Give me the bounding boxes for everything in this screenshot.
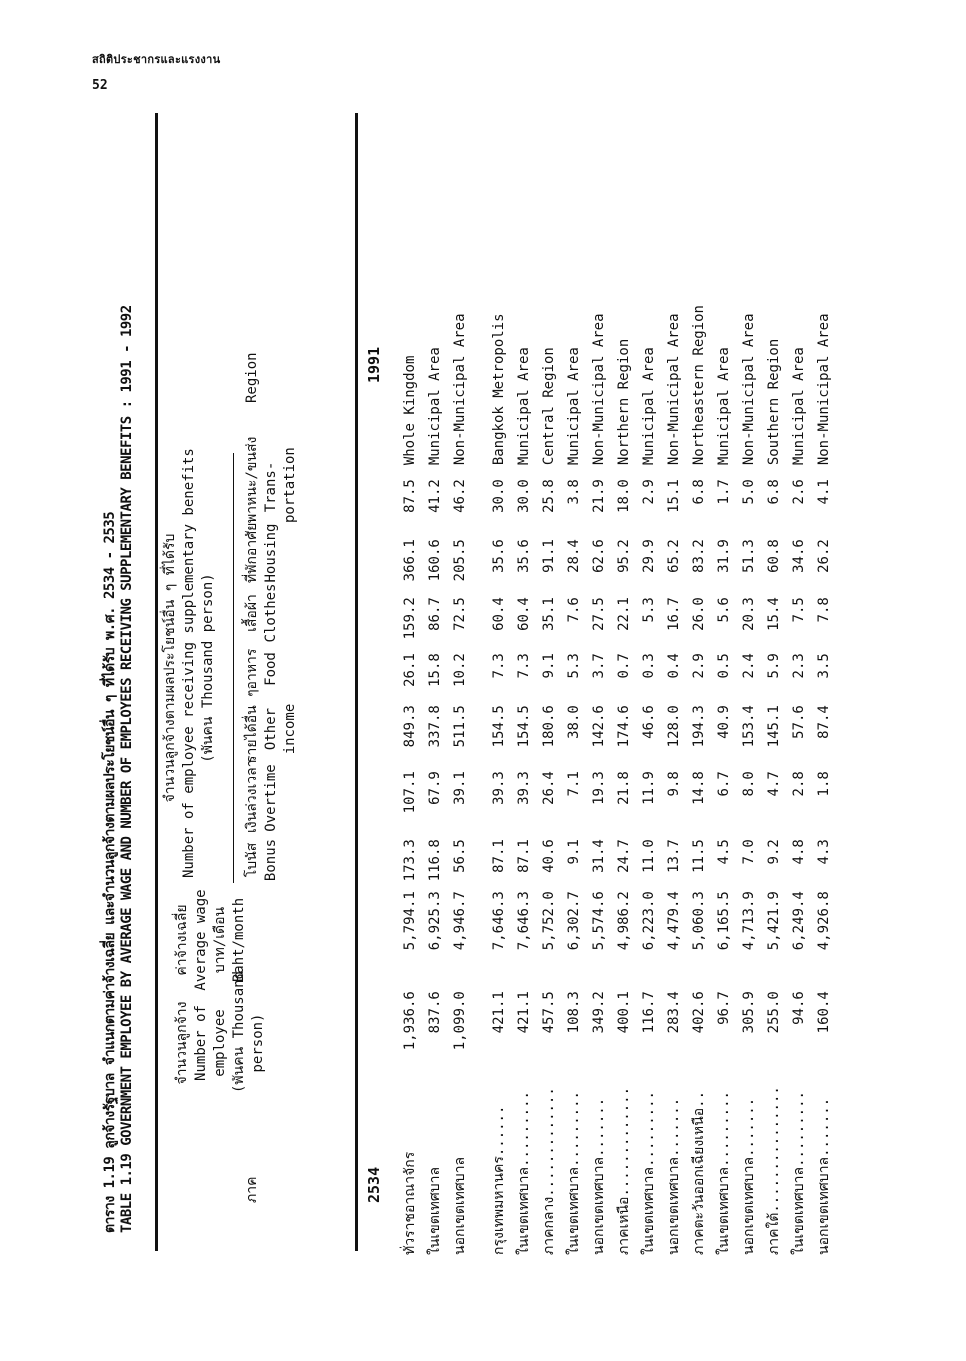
cell-food: 7.3	[516, 653, 532, 679]
data-table	[398, 225, 837, 1255]
cell-transport: 46.2	[452, 479, 468, 513]
cell-clothes: 86.7	[427, 597, 443, 631]
year-thai: 2534	[365, 1166, 383, 1203]
bonus-header	[243, 835, 281, 885]
bonus-th: โบนัส	[244, 842, 260, 878]
cell-other: 337.8	[427, 705, 443, 748]
cell-bonus: 173.3	[402, 839, 418, 882]
cell-overtime: 8.0	[741, 771, 757, 797]
running-title: สถิติประชากรและแรงงาน	[92, 53, 221, 66]
cell-wage: 6,165.5	[716, 891, 732, 951]
cell-other: 849.3	[402, 705, 418, 748]
cell-en: Non-Municipal Area	[591, 313, 607, 466]
table-row	[737, 225, 762, 1255]
cell-transport: 87.5	[402, 479, 418, 513]
clothes-en: Clothes	[263, 583, 279, 643]
cell-transport: 25.8	[541, 479, 557, 513]
cell-th: ในเขตเทศบาล.........	[791, 1091, 807, 1255]
cell-clothes: 7.6	[566, 597, 582, 623]
cell-food: 0.4	[666, 653, 682, 679]
cell-en: Non-Municipal Area	[452, 313, 468, 466]
cell-transport: 4.1	[816, 479, 832, 505]
cell-housing: 83.2	[691, 539, 707, 573]
cell-employees: 94.6	[791, 991, 807, 1025]
cell-bonus: 11.5	[691, 839, 707, 873]
housing-th: ที่พักอาศัย	[244, 522, 260, 583]
cell-clothes: 20.3	[741, 597, 757, 631]
cell-transport: 30.0	[516, 479, 532, 513]
cell-wage: 6,302.7	[566, 891, 582, 951]
cell-food: 2.3	[791, 653, 807, 679]
table-title-english: TABLE 1.19 GOVERNMENT EMPLOYEE BY AVERAGE WAGE AND NUMBER OF EMPLOYEES RECEIVING SUPPLEMENTARY BENEFITS : 1991 - 1992	[119, 305, 135, 1233]
region-th-header: ภาค	[244, 1176, 260, 1203]
cell-transport: 18.0	[616, 479, 632, 513]
cell-overtime: 19.3	[591, 771, 607, 805]
table-row	[637, 225, 662, 1255]
cell-wage: 5,574.6	[591, 891, 607, 951]
cell-clothes: 7.5	[791, 597, 807, 623]
cell-housing: 34.6	[791, 539, 807, 573]
clothes-th: เสื้อผ้า	[244, 594, 260, 632]
year-english: 1991	[365, 346, 383, 383]
employees-th-label: จำนวนลูกจ้าง	[174, 1001, 190, 1085]
transport-th: พาหนะ/ขนส่ง	[244, 436, 260, 523]
cell-other: 194.3	[691, 705, 707, 748]
transport-header	[243, 436, 300, 523]
cell-overtime: 39.1	[452, 771, 468, 805]
cell-en: Non-Municipal Area	[666, 313, 682, 466]
cell-en: Non-Municipal Area	[741, 313, 757, 466]
cell-employees: 305.9	[741, 991, 757, 1034]
transport-en2: portation	[282, 447, 298, 523]
cell-employees: 1,936.6	[402, 991, 418, 1051]
cell-housing: 205.5	[452, 539, 468, 582]
table-row	[537, 225, 562, 1255]
cell-wage: 5,794.1	[402, 891, 418, 951]
cell-en: Municipal Area	[716, 347, 732, 466]
cell-employees: 1,099.0	[452, 991, 468, 1051]
cell-wage: 4,926.8	[816, 891, 832, 951]
cell-food: 15.8	[427, 653, 443, 687]
housing-en: Housing	[263, 523, 279, 583]
header-bottom-rule	[355, 113, 358, 1251]
cell-transport: 15.1	[666, 479, 682, 513]
table-row	[487, 225, 512, 1255]
cell-bonus: 4.5	[716, 839, 732, 865]
cell-employees: 457.5	[541, 991, 557, 1034]
wage-en-line1: Average wage	[193, 889, 209, 991]
cell-bonus: 24.7	[616, 839, 632, 873]
cell-housing: 35.6	[516, 539, 532, 573]
cell-overtime: 39.3	[491, 771, 507, 805]
cell-wage: 4,713.9	[741, 891, 757, 951]
cell-overtime: 11.9	[641, 771, 657, 805]
cell-employees: 837.6	[427, 991, 443, 1034]
cell-clothes: 16.7	[666, 597, 682, 631]
table-row	[812, 225, 837, 1255]
cell-employees: 108.3	[566, 991, 582, 1034]
cell-housing: 26.2	[816, 539, 832, 573]
cell-bonus: 13.7	[666, 839, 682, 873]
cell-clothes: 72.5	[452, 597, 468, 631]
cell-th: นอกเขตเทศบาล.......	[666, 1097, 682, 1255]
cell-transport: 3.8	[566, 479, 582, 505]
cell-th: ภาคใต้...............	[766, 1086, 782, 1255]
cell-en: Southern Region	[766, 338, 782, 466]
cell-other: 174.6	[616, 705, 632, 748]
cell-transport: 6.8	[691, 479, 707, 505]
cell-employees: 349.2	[591, 991, 607, 1034]
cell-other: 154.5	[491, 705, 507, 748]
cell-transport: 1.7	[716, 479, 732, 505]
cell-other: 511.5	[452, 705, 468, 748]
food-th: อาหาร	[244, 648, 260, 690]
cell-bonus: 9.2	[766, 839, 782, 865]
cell-other: 153.4	[741, 705, 757, 748]
page-header	[92, 50, 220, 93]
cell-food: 26.1	[402, 653, 418, 687]
cell-other: 40.9	[716, 705, 732, 739]
wage-header	[173, 885, 249, 995]
table-row	[787, 225, 812, 1255]
cell-clothes: 5.6	[716, 597, 732, 623]
cell-th: ภาคตะวันออกเฉียงเหนือ..	[691, 1090, 707, 1255]
table-row	[423, 225, 448, 1255]
cell-overtime: 107.1	[402, 771, 418, 814]
table-row	[712, 225, 737, 1255]
cell-food: 2.4	[741, 653, 757, 679]
cell-en: Northeastern Region	[691, 305, 707, 466]
wage-en-line3: Baht/month	[231, 897, 247, 983]
cell-employees: 402.6	[691, 991, 707, 1034]
cell-bonus: 116.8	[427, 839, 443, 882]
housing-header	[243, 523, 281, 583]
cell-bonus: 7.0	[741, 839, 757, 865]
cell-bonus: 9.1	[566, 839, 582, 865]
cell-housing: 65.2	[666, 539, 682, 573]
table-row	[512, 225, 537, 1255]
cell-food: 3.7	[591, 653, 607, 679]
table-row	[398, 225, 423, 1255]
cell-wage: 6,223.0	[641, 891, 657, 951]
benefits-en-label: Number of employee receiving supplementary benefits	[181, 448, 197, 878]
wage-en-line2: บาท/เดือน	[212, 906, 228, 974]
cell-housing: 91.1	[541, 539, 557, 573]
cell-wage: 6,925.3	[427, 891, 443, 951]
cell-th: นอกเขตเทศบาล.......	[591, 1097, 607, 1255]
cell-en: Municipal Area	[427, 347, 443, 466]
cell-en: Central Region	[541, 347, 557, 466]
cell-food: 0.3	[641, 653, 657, 679]
cell-transport: 6.8	[766, 479, 782, 505]
table-row	[612, 225, 637, 1255]
cell-transport: 2.9	[641, 479, 657, 505]
employees-en-line3: (พันคน Thousand	[231, 970, 247, 1093]
cell-th: นอกเขตเทศบาล.......	[816, 1097, 832, 1255]
table-row	[762, 225, 787, 1255]
cell-wage: 4,946.7	[452, 891, 468, 951]
cell-en: Municipal Area	[641, 347, 657, 466]
employees-en-line2: employee	[212, 1009, 228, 1077]
cell-employees: 421.1	[491, 991, 507, 1034]
cell-wage: 5,752.0	[541, 891, 557, 951]
page-number: 52	[92, 78, 108, 93]
employees-en-line4: person)	[250, 1013, 266, 1073]
table-title-thai: ตาราง 1.19 ลูกจ้างรัฐบาล จำแนกตามค่าจ้างเฉลี่ย และจำนวนลูกจ้างตามผลประโยชน์อื่น ๆ ที่ได้รับ พ.ศ. 2534 - 2535	[102, 511, 118, 1233]
top-rule	[155, 113, 158, 1251]
cell-bonus: 4.3	[816, 839, 832, 865]
cell-clothes: 60.4	[491, 597, 507, 631]
cell-housing: 28.4	[566, 539, 582, 573]
cell-clothes: 26.0	[691, 597, 707, 631]
other-income-en1: Other	[263, 707, 279, 751]
cell-other: 46.6	[641, 705, 657, 739]
table-row	[448, 225, 473, 1255]
cell-clothes: 35.1	[541, 597, 557, 631]
cell-employees: 160.4	[816, 991, 832, 1034]
cell-other: 87.4	[816, 705, 832, 739]
cell-overtime: 7.1	[566, 771, 582, 797]
cell-other: 142.6	[591, 705, 607, 748]
benefits-unit: (พันคน Thousand person)	[200, 573, 216, 763]
cell-overtime: 4.7	[766, 771, 782, 797]
cell-overtime: 39.3	[516, 771, 532, 805]
group-spacer	[473, 225, 487, 1255]
cell-overtime: 21.8	[616, 771, 632, 805]
cell-overtime: 67.9	[427, 771, 443, 805]
cell-en: Bangkok Metropolis	[491, 313, 507, 466]
cell-other: 57.6	[791, 705, 807, 739]
cell-bonus: 87.1	[491, 839, 507, 873]
overtime-th: เงินล่วงเวลา	[244, 759, 260, 833]
cell-clothes: 27.5	[591, 597, 607, 631]
cell-th: ในเขตเทศบาล.........	[566, 1091, 582, 1255]
cell-clothes: 159.2	[402, 597, 418, 640]
cell-bonus: 56.5	[452, 839, 468, 873]
cell-wage: 6,249.4	[791, 891, 807, 951]
benefits-th-label: จำนวนลูกจ้างตามผลประโยชน์อื่น ๆ ที่ได้รับ	[162, 533, 178, 803]
cell-en: Northern Region	[616, 338, 632, 466]
cell-overtime: 2.8	[791, 771, 807, 797]
employees-en-line1: Number of	[193, 1005, 209, 1081]
cell-food: 9.1	[541, 653, 557, 679]
other-income-header	[243, 689, 300, 763]
cell-th: ในเขตเทศบาล.........	[516, 1091, 532, 1255]
cell-transport: 5.0	[741, 479, 757, 505]
cell-th: ภาคเหนือ.............	[616, 1086, 632, 1255]
food-header	[243, 643, 281, 695]
cell-transport: 41.2	[427, 479, 443, 513]
rotated-table	[93, 113, 953, 1263]
cell-wage: 4,986.2	[616, 891, 632, 951]
cell-en: Non-Municipal Area	[816, 313, 832, 466]
table-row	[562, 225, 587, 1255]
employees-header	[173, 970, 268, 1093]
cell-clothes: 22.1	[616, 597, 632, 631]
overtime-header	[243, 759, 281, 833]
cell-food: 3.5	[816, 653, 832, 679]
cell-other: 180.6	[541, 705, 557, 748]
cell-th: ภาคกลาง.............	[541, 1087, 557, 1255]
cell-employees: 255.0	[766, 991, 782, 1034]
cell-housing: 95.2	[616, 539, 632, 573]
cell-food: 0.5	[716, 653, 732, 679]
cell-th: นอกเขตเทศบาล	[452, 1156, 468, 1255]
cell-housing: 366.1	[402, 539, 418, 582]
cell-bonus: 31.4	[591, 839, 607, 873]
region-en-header: Region	[244, 352, 260, 403]
benefits-header	[161, 448, 218, 878]
cell-food: 2.9	[691, 653, 707, 679]
cell-housing: 51.3	[741, 539, 757, 573]
cell-clothes: 15.4	[766, 597, 782, 631]
cell-transport: 30.0	[491, 479, 507, 513]
cell-housing: 62.6	[591, 539, 607, 573]
cell-clothes: 7.8	[816, 597, 832, 623]
cell-overtime: 14.8	[691, 771, 707, 805]
table-row	[687, 225, 712, 1255]
cell-other: 154.5	[516, 705, 532, 748]
other-income-th: รายได้อื่น ๆ	[244, 689, 260, 763]
bonus-en: Bonus	[263, 838, 279, 882]
cell-en: Municipal Area	[516, 347, 532, 466]
benefits-subrule	[233, 453, 234, 883]
cell-housing: 60.8	[766, 539, 782, 573]
cell-overtime: 9.8	[666, 771, 682, 797]
cell-bonus: 11.0	[641, 839, 657, 873]
clothes-header	[243, 583, 281, 643]
cell-wage: 7,646.3	[516, 891, 532, 951]
cell-housing: 29.9	[641, 539, 657, 573]
cell-clothes: 60.4	[516, 597, 532, 631]
cell-employees: 283.4	[666, 991, 682, 1034]
cell-food: 5.9	[766, 653, 782, 679]
cell-transport: 21.9	[591, 479, 607, 513]
wage-th-label: ค่าจ้างเฉลี่ย	[174, 904, 190, 976]
cell-bonus: 4.8	[791, 839, 807, 865]
cell-housing: 31.9	[716, 539, 732, 573]
transport-en1: Trans-	[263, 461, 279, 513]
cell-employees: 421.1	[516, 991, 532, 1034]
cell-th: ทั่วราชอาณาจักร	[402, 1151, 418, 1255]
other-income-en2: income	[282, 703, 298, 755]
cell-employees: 96.7	[716, 991, 732, 1025]
cell-clothes: 5.3	[641, 597, 657, 623]
cell-housing: 160.6	[427, 539, 443, 582]
cell-employees: 116.7	[641, 991, 657, 1034]
cell-food: 7.3	[491, 653, 507, 679]
food-en: Food	[263, 652, 279, 686]
cell-food: 0.7	[616, 653, 632, 679]
cell-other: 38.0	[566, 705, 582, 739]
cell-th: ในเขตเทศบาล.........	[716, 1091, 732, 1255]
table-row	[587, 225, 612, 1255]
cell-th: นอกเขตเทศบาล.......	[741, 1097, 757, 1255]
cell-housing: 35.6	[491, 539, 507, 573]
cell-en: Municipal Area	[791, 347, 807, 466]
cell-food: 10.2	[452, 653, 468, 687]
cell-en: Municipal Area	[566, 347, 582, 466]
cell-overtime: 1.8	[816, 771, 832, 797]
table-row	[662, 225, 687, 1255]
cell-overtime: 6.7	[716, 771, 732, 797]
cell-other: 145.1	[766, 705, 782, 748]
cell-th: ในเขตเทศบาล	[427, 1166, 443, 1255]
cell-th: กรุงเทพมหานคร......	[491, 1105, 507, 1255]
cell-th: ในเขตเทศบาล.........	[641, 1091, 657, 1255]
cell-food: 5.3	[566, 653, 582, 679]
cell-other: 128.0	[666, 705, 682, 748]
cell-en: Whole Kingdom	[402, 355, 418, 466]
cell-wage: 5,421.9	[766, 891, 782, 951]
cell-employees: 400.1	[616, 991, 632, 1034]
cell-transport: 2.6	[791, 479, 807, 505]
cell-wage: 5,060.3	[691, 891, 707, 951]
cell-wage: 7,646.3	[491, 891, 507, 951]
cell-overtime: 26.4	[541, 771, 557, 805]
cell-wage: 4,479.4	[666, 891, 682, 951]
cell-bonus: 40.6	[541, 839, 557, 873]
cell-bonus: 87.1	[516, 839, 532, 873]
overtime-en: Overtime	[263, 764, 279, 832]
